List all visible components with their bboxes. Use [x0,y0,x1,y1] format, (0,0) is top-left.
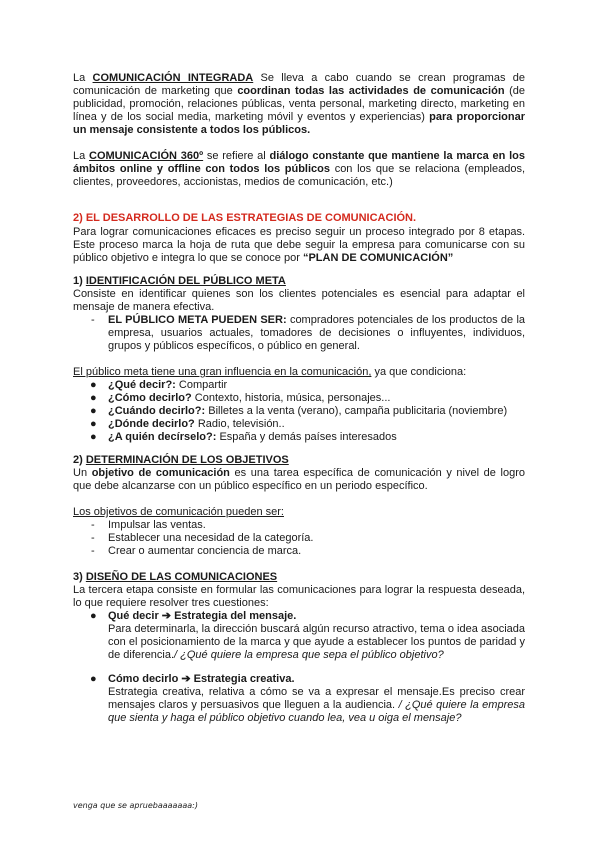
bullet-que-decir [90,610,525,662]
bold-text: ¿Qué decir?: [108,379,176,391]
list-item [90,392,525,405]
text: compradores potenciales de los productos de la empresa, usuarios actuales, tomadores de decisiones o influyentes, individuos, grupos y públicos específicos, o público en general. [108,314,526,352]
dash-marker: - [91,545,95,557]
bold-text: EL PÚBLICO META PUEDEN SER: [108,314,287,326]
paragraph-plan-comunicacion [73,226,525,265]
footer-note: venga que se apruebaaaaaaa:) [73,801,198,810]
text: se refiere al [203,150,270,162]
dash-item-publico-meta [91,314,525,353]
bullet-marker: ● [90,418,97,430]
heading-identificacion [73,275,525,288]
bullet-title: Qué decir ➔ Estrategia del mensaje. [108,610,297,622]
list-item [91,532,525,545]
paragraph-objetivo [73,467,525,493]
bullet-marker: ● [90,610,97,622]
list-item [91,519,525,532]
list-item [91,545,525,558]
dash-marker: - [91,314,95,326]
bullet-text [108,623,525,662]
section-2-title: 2) EL DESARROLLO DE LAS ESTRATEGIAS DE COMUNICACIÓN. [73,212,417,224]
bold-text: ¿Dónde decirlo? [108,418,195,430]
paragraph-objetivos-pueden-ser: Los objetivos de comunicación pueden ser: [73,506,284,518]
text: Radio, televisión.. [194,418,285,430]
bullet-content [108,673,525,725]
bold-text: para proporcionar un mensaje consistente a todos los públicos. [73,111,525,136]
heading-number: 3) [73,571,86,583]
bullet-marker: ● [90,673,97,685]
bullet-list-preguntas [90,379,525,444]
bullet-content [108,610,525,662]
term-comunicacion-360: COMUNICACIÓN 360º [89,150,204,162]
text: con los que se relaciona (empleados, clientes, proveedores, accionistas, medios de comunicación, etc.) [73,163,525,188]
bold-text: ¿A quién decírselo?: [108,431,217,443]
dash-marker: - [91,532,95,544]
paragraph-condiciona [73,366,525,379]
heading-objetivos [73,454,525,467]
list-item [90,418,525,431]
text: España y demás países interesados [216,431,397,443]
text: Billetes a la venta (verano), campaña publicitaria (noviembre) [205,405,508,417]
text: Contexto, historia, música, personajes... [191,392,391,404]
bullet-marker: ● [90,379,97,391]
dash-marker: - [91,519,95,531]
text: La [73,150,89,162]
italic-question: / ¿Qué quiere la empresa que sienta y haga el público objetivo cuando lea, vea u oiga el mensaje? [108,699,525,724]
bold-text: “PLAN DE COMUNICACIÓN” [302,252,454,264]
bullet-marker: ● [90,392,97,404]
bold-text: coordinan todas las actividades de comunicación [237,85,505,97]
list-item [90,431,525,444]
heading-title: DISEÑO DE LAS COMUNICACIONES [85,571,278,583]
text: Compartir [175,379,228,391]
text: Crear o aumentar conciencia de marca. [108,545,302,557]
text: Se lleva a cabo cuando se crean programas de comunicación de marketing que [73,72,525,97]
text: es una tarea específica de comunicación y nivel de logro que debe alcanzarse con un público específico en un periodo específico. [73,467,525,492]
bold-text: objetivo de comunicación [91,467,230,479]
heading-diseno [73,571,525,584]
text: Un [73,467,92,479]
paragraph-comunicacion-integrada [73,72,525,137]
bullet-title: Cómo decirlo ➔ Estrategia creativa. [108,673,295,685]
bullet-marker: ● [90,405,97,417]
paragraph-identificacion: Consiste en identificar quienes son los clientes potenciales es esencial para adaptar el mensaje de manera efectiva. [73,288,525,313]
text: Para lograr comunicaciones eficaces es preciso seguir un proceso integrado por 8 etapas. Este proceso marca la hoja de ruta que debe seguir la empresa para comunicarse con su público objetivo e integra lo que se conoce por [73,226,525,264]
underlined-text: El público meta tiene una gran influencia en la comunicación, [73,366,372,378]
bold-text: ¿Cuándo decirlo?: [108,405,206,417]
bullet-text [108,686,525,725]
heading-title: IDENTIFICACIÓN DEL PÚBLICO META [85,275,286,287]
italic-question: / ¿Qué quiere la empresa que sepa el público objetivo? [174,649,444,661]
bullet-como-decirlo [90,673,525,725]
text: Impulsar las ventas. [108,519,206,531]
heading-number: 1) [73,275,86,287]
text: Estrategia creativa, relativa a cómo se va a expresar el mensaje.Es preciso crear mensajes claros y persuasivos que lleguen a la audiencia. [108,686,525,711]
text: ya que condiciona: [371,366,467,378]
bold-text: diálogo constante que mantiene la marca en los ámbitos online y offline con todos los públicos [73,150,526,175]
dash-item-text [108,314,525,353]
list-item [90,379,525,392]
bold-text: ¿Cómo decirlo? [108,392,192,404]
text: La [73,72,93,84]
text: Para determinarla, la dirección buscará algún recurso atractivo, tema o idea asociada con el posicionamiento de la marca y que ayude a establecer los puntos de paridad y de diferencia. [108,623,525,661]
text: Establecer una necesidad de la categoría. [108,532,314,544]
paragraph-comunicacion-360 [73,150,525,189]
heading-number: 2) [73,454,86,466]
heading-title: DETERMINACIÓN DE LOS OBJETIVOS [85,454,289,466]
text: (de publicidad, promoción, relaciones públicas, venta personal, marketing directo, marketing en línea y de los social media, marketing móvil y eventos y experiencias) [73,85,525,123]
term-comunicacion-integrada: COMUNICACIÓN INTEGRADA [92,72,254,84]
list-item [90,405,525,418]
paragraph-tercera-etapa: La tercera etapa consiste en formular las comunicaciones para lograr la respuesta deseada, lo que requiere resolver tres cuestiones: [73,584,525,609]
dash-list-objetivos [91,519,525,558]
bullet-marker: ● [90,431,97,443]
